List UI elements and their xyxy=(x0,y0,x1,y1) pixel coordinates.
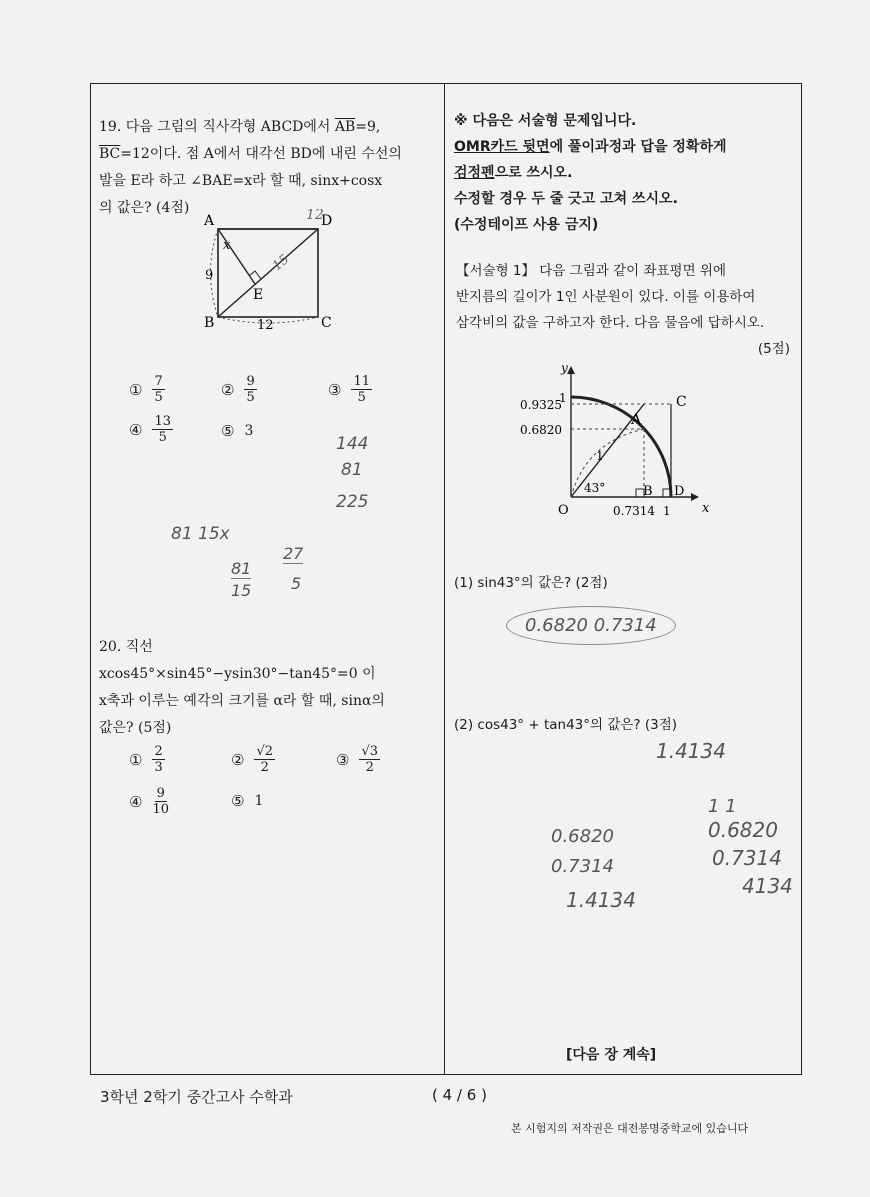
handwriting-27-over: 27 xyxy=(283,544,304,563)
right-column xyxy=(446,84,800,1074)
handwriting-answer-1: 0.6820 0.7314 xyxy=(506,606,676,645)
label-C: C xyxy=(676,394,687,410)
page-number: ( 4 / 6 ) xyxy=(432,1086,487,1104)
continue-label: [다음 장 계속] xyxy=(566,1047,657,1063)
handwriting-225: 225 xyxy=(336,492,369,512)
label-B: B xyxy=(643,484,653,499)
q20-choice-1[interactable]: ① $\frac{2}{3}$ xyxy=(129,744,163,775)
column-divider xyxy=(444,84,445,1074)
label-D: D xyxy=(321,213,333,229)
label-9: 9 xyxy=(205,268,214,283)
q19-choice-3[interactable]: ③ $\frac{11}{5}$ xyxy=(328,374,370,405)
tick-x-1: 1 xyxy=(663,504,671,518)
handwriting-15: 15 xyxy=(269,251,293,275)
label-D: D xyxy=(674,484,685,499)
handwriting-calc-4: 1 1 xyxy=(708,796,737,817)
label-C: C xyxy=(321,315,332,331)
label-O: O xyxy=(558,503,569,518)
label-B: B xyxy=(204,315,215,331)
essay-notice: ※ 다음은 서술형 문제입니다. OMR카드 뒷면에 풀이과정과 답을 정확하게 검정펜으로 쓰시오. 수정할 경우 두 줄 긋고 고쳐 쓰시오. (수정테이프 사용 금지) xyxy=(454,113,727,233)
q19-choice-5[interactable]: ⑤ 3 xyxy=(221,422,254,440)
handwriting-calc-6: 0.7314 xyxy=(712,846,782,870)
label-E: E xyxy=(253,287,264,303)
label-angle: 43° xyxy=(584,481,606,495)
axis-x-label: x xyxy=(702,501,710,516)
handwriting-calc-5: 0.6820 xyxy=(708,818,778,842)
q20-choice-4[interactable]: ④ $\frac{9}{10}$ xyxy=(129,786,169,817)
question-20: 20. 직선 xcos45°×sin45°−ysin30°−tan45°=0 이 x축과 이루는 예각의 크기를 α라 할 때, sinα의 값은? (5점) xyxy=(99,639,385,736)
handwriting-answer-2: 1.4134 xyxy=(656,739,726,763)
label-12: 12 xyxy=(257,318,274,333)
label-radius: 1 xyxy=(596,449,604,463)
quarter-circle-figure xyxy=(516,362,716,522)
exam-title-footer: 3학년 2학기 중간고사 수학과 xyxy=(100,1088,293,1106)
handwriting-144: 144 xyxy=(336,434,369,454)
axis-y-label: y xyxy=(561,362,568,375)
handwriting-calc-3: 1.4134 xyxy=(566,888,636,912)
label-A: A xyxy=(204,213,215,229)
q20-choice-5[interactable]: ⑤ 1 xyxy=(231,792,264,810)
handwriting-calc-2: 0.7314 xyxy=(551,856,614,877)
handwriting-calc-1: 0.6820 xyxy=(551,826,614,847)
left-column xyxy=(91,84,443,1074)
copyright-notice: 본 시험지의 저작권은 대전봉명중학교에 있습니다 xyxy=(511,1122,749,1135)
question-19: 19. 다음 그림의 직사각형 ABCD에서 $\overline{AB}=9$, $\overline{BC}=12$이다. 점 A에서 대각선 BD에 내린 수선의 발을 E라 하고 ∠BAE=x라 할 때, sinx+cosx 의 값은? (4점) xyxy=(99,119,402,216)
handwriting-5-under: 5 xyxy=(291,574,302,593)
q20-choice-2[interactable]: ② $\frac{√2}{2}$ xyxy=(231,744,274,775)
handwriting-calc-7: 4134 xyxy=(742,874,793,898)
essay-1-sub1: (1) sin43°의 값은? (2점) xyxy=(454,575,608,591)
q20-choice-3[interactable]: ③ $\frac{√3}{2}$ xyxy=(336,744,379,775)
q19-choice-4[interactable]: ④ $\frac{13}{5}$ xyxy=(129,414,171,445)
handwriting-15-under: 15 xyxy=(231,581,252,600)
q19-choice-1[interactable]: ① $\frac{7}{5}$ xyxy=(129,374,163,405)
label-A: A xyxy=(631,412,642,428)
tick-y-1: 1 xyxy=(559,391,567,405)
tick-y-09325: 0.9325 xyxy=(520,398,562,412)
q19-choice-2[interactable]: ② $\frac{9}{5}$ xyxy=(221,374,255,405)
handwriting-81-15x: 81 15x xyxy=(171,524,230,544)
exam-frame xyxy=(90,83,802,1075)
tick-x-07314: 0.7314 xyxy=(613,504,655,518)
handwriting-81: 81 xyxy=(341,460,363,480)
label-x: x xyxy=(223,238,231,253)
tick-y-06820: 0.6820 xyxy=(520,423,562,437)
essay-1-description: 【서술형 1】 다음 그림과 같이 좌표평면 위에 반지름의 길이가 1인 사분원이 있다. 이를 이용하여 삼각비의 값을 구하고자 한다. 다음 물음에 답하시오. (5점) xyxy=(456,263,790,357)
essay-1-sub2: (2) cos43° + tan43°의 값은? (3점) xyxy=(454,717,678,733)
rectangle-figure xyxy=(191,209,411,339)
handwriting-81-over: 81 xyxy=(231,559,252,578)
handwriting-12: 12 xyxy=(306,209,324,223)
